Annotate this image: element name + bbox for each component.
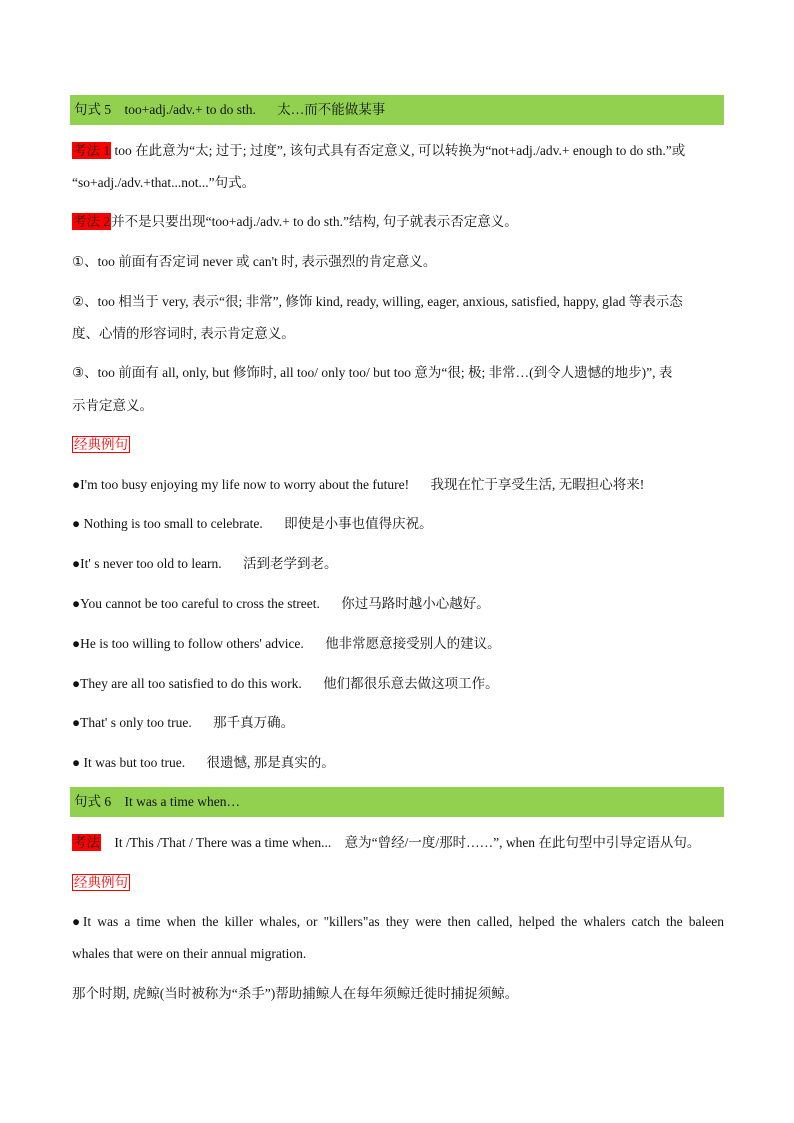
example-cn: 你过马路时越小心越好。: [341, 596, 490, 611]
point-2-line-1: ②、too 相当于 very, 表示“很; 非常”, 修饰 kind, ready, willing, eager, anxious, satisfied, happy, glad 等表示态: [72, 294, 683, 309]
example-cn: 他们都很乐意去做这项工作。: [323, 676, 499, 691]
example-item: [72, 634, 724, 654]
example-en: ●They are all too satisfied to do this work.: [72, 676, 302, 691]
example-cn: 他非常愿意接受别人的建议。: [325, 636, 501, 651]
point-3-line-2: 示肯定意义。: [72, 398, 153, 413]
kaofa-1-line-1: [72, 141, 724, 161]
examples-header-6: [72, 873, 724, 893]
section-6-label: 句式 6: [74, 794, 112, 809]
example-en: ●That' s only too true.: [72, 715, 192, 730]
examples-tag-5: 经典例句: [74, 437, 128, 452]
s6-kaofa-tag: 考法: [73, 835, 100, 850]
kaofa-1-tag: 考法 1: [73, 143, 111, 158]
example-item: [72, 674, 724, 694]
example-en: ● Nothing is too small to celebrate.: [72, 516, 263, 531]
example-en: ●It' s never too old to learn.: [72, 556, 222, 571]
example-en: ● It was but too true.: [72, 755, 186, 770]
s6-kaofa-text: It /This /That / There was a time when...: [114, 835, 332, 850]
section-5-title-cn: 太…而不能做某事: [277, 102, 386, 117]
s6-example-line-2: whales that were on their annual migration.: [72, 946, 307, 961]
example-item: [72, 713, 724, 733]
example-cn: 即使是小事也值得庆祝。: [284, 516, 433, 531]
point-3-line-1: ③、too 前面有 all, only, but 修饰时, all too/ only too/ but too 意为“很; 极; 非常…(到令人遗憾的地步)”, 表: [72, 365, 673, 380]
section-6-header: [70, 787, 724, 817]
example-item: [72, 475, 724, 495]
point-2-line-2: 度、心情的形容词时, 表示肯定意义。: [72, 326, 295, 341]
section-5-title: too+adj./adv.+ to do sth.: [124, 102, 256, 117]
kaofa-2-tag: 考法 2: [73, 214, 111, 229]
example-en: ●I'm too busy enjoying my life now to worry about the future!: [72, 477, 410, 492]
examples-tag-6: 经典例句: [74, 875, 128, 890]
example-item: [72, 554, 724, 574]
section-6-title: It was a time when…: [124, 794, 240, 809]
example-cn: 那千真万确。: [213, 715, 295, 730]
s6-kaofa-cn: 意为“曾经/一度/那时……”, when 在此句型中引导定语从句。: [344, 835, 701, 850]
example-en: ●He is too willing to follow others' advice.: [72, 636, 304, 651]
examples-header-5: [72, 435, 724, 455]
s6-kaofa-line: [72, 833, 724, 853]
kaofa-2-line: [72, 212, 724, 232]
example-item: [72, 514, 724, 534]
kaofa-1-text-1: too 在此意为“太; 过于; 过度”, 该句式具有否定意义, 可以转换为“not+adj./adv.+ enough to do sth.”或: [114, 143, 686, 158]
example-cn: 活到老学到老。: [243, 556, 338, 571]
kaofa-1-line-2: “so+adj./adv.+that...not...”句式。: [72, 175, 256, 190]
section-5-label: 句式 5: [74, 102, 112, 117]
example-en: ●You cannot be too careful to cross the street.: [72, 596, 320, 611]
example-cn: 我现在忙于享受生活, 无暇担心将来!: [430, 477, 645, 492]
point-1: ①、too 前面有否定词 never 或 can't 时, 表示强烈的肯定意义。: [72, 254, 437, 269]
s6-example-line-1: ●It was a time when the killer whales, or "killers"as they were then called, helped the whalers catch the baleen: [72, 914, 724, 929]
s6-example-cn: 那个时期, 虎鲸(当时被称为“杀手”)帮助捕鲸人在每年须鲸迁徙时捕捉须鲸。: [72, 986, 519, 1001]
kaofa-2-text: 并不是只要出现“too+adj./adv.+ to do sth.”结构, 句子就表示否定意义。: [111, 214, 518, 229]
section-5-header: [70, 95, 724, 125]
example-item: [72, 594, 724, 614]
example-cn: 很遗憾, 那是真实的。: [206, 755, 335, 770]
example-item: [72, 753, 724, 773]
